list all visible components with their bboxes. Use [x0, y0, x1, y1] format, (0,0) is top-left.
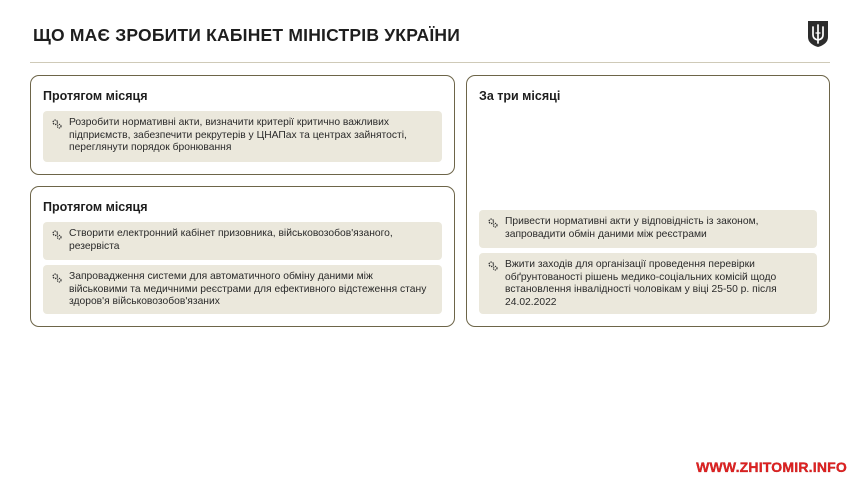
card-within-month-2 — [30, 186, 455, 327]
site-watermark: WWW.ZHITOMIR.INFO — [696, 459, 847, 475]
item-text: Розробити нормативні акти, визначити критерії критично важливих підприємств, забезпечити рекрутерів у ЦНАПах та центрах зайнятості, переглянути порядок бронювання — [69, 117, 407, 154]
card-within-month-1 — [30, 75, 455, 175]
gears-icon — [52, 273, 62, 283]
list-item — [479, 210, 817, 248]
list-item — [43, 265, 442, 314]
page-title: ЩО МАЄ ЗРОБИТИ КАБІНЕТ МІНІСТРІВ УКРАЇНИ — [33, 25, 461, 45]
gears-icon — [488, 261, 498, 271]
card-title: Протягом місяця — [43, 200, 148, 214]
list-item — [43, 111, 442, 162]
gears-icon — [52, 230, 62, 240]
card-three-months — [466, 75, 830, 327]
gears-icon — [488, 218, 498, 228]
gears-icon — [52, 119, 62, 129]
card-title: За три місяці — [479, 89, 561, 103]
header-divider — [30, 62, 830, 63]
item-text: Вжити заходів для організації проведення перевірки обґрунтованості рішень медико-соціальних комісій щодо встановлення інвалідності чоловікам у віці 25-50 р. після 24.02.2022 — [505, 259, 777, 308]
item-text: Створити електронний кабінет призовника, військовозобов'язаного, резервіста — [69, 228, 393, 252]
trident-shield-icon — [806, 20, 830, 48]
list-item — [43, 222, 442, 260]
item-text: Привести нормативні акти у відповідність із законом, запровадити обмін даними між реєстрами — [505, 216, 759, 240]
list-item — [479, 253, 817, 314]
item-text: Запровадження системи для автоматичного обміну даними між військовими та медичними реєстрами для ефективного відстеження стану здоров'я військовозобов'язаних — [69, 271, 427, 308]
card-title: Протягом місяця — [43, 89, 148, 103]
